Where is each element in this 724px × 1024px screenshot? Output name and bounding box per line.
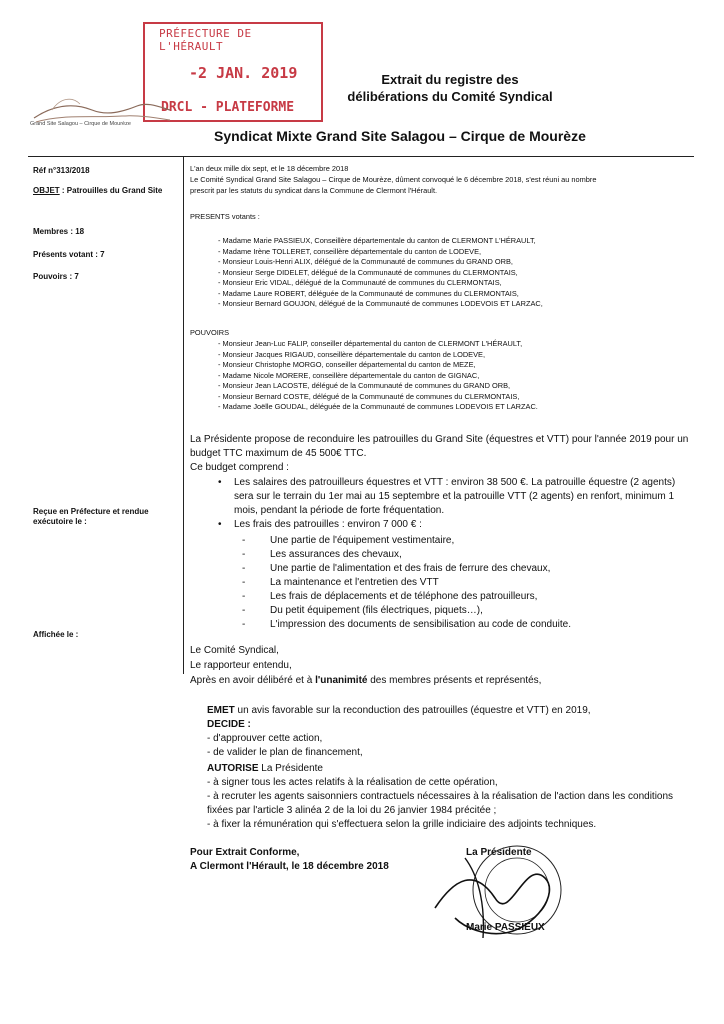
- reference-number: Réf n°313/2018: [33, 166, 90, 175]
- column-divider: [183, 156, 184, 674]
- title-line-1: Extrait du registre des: [381, 72, 519, 87]
- affichage-label: Affichée le :: [33, 630, 79, 639]
- list-item: - L'impression des documents de sensibilisation au code de conduite.: [242, 619, 571, 630]
- autorise-items: [207, 776, 691, 832]
- autorise-line: AUTORISE La Présidente: [207, 763, 323, 774]
- list-item: - Monsieur Christophe MORGO, conseiller départemental du canton de MEZE,: [218, 360, 476, 369]
- list-item: - Monsieur Jean LACOSTE, délégué de la Communauté de communes du GRAND ORB,: [218, 381, 511, 390]
- frais-bullet: • Les frais des patrouilles : environ 7 000 € :: [218, 519, 422, 530]
- header-rule: [28, 156, 694, 157]
- list-item: - Monsieur Serge DIDELET, délégué de la Communauté de communes du CLERMONTAIS,: [218, 267, 518, 277]
- stamp-date: -2 JAN. 2019: [189, 64, 298, 82]
- bullet-icon: •: [218, 519, 222, 530]
- list-item: - Madame Laure ROBERT, déléguée de la Communauté de communes du CLERMONTAIS,: [218, 288, 519, 298]
- list-item: - Une partie de l'équipement vestimentaire,: [242, 535, 455, 546]
- list-item: - Les frais de déplacements et de téléphone des patrouilleurs,: [242, 591, 538, 602]
- list-item: - Les assurances des chevaux,: [242, 549, 402, 560]
- stamp-plateforme-line: DRCL - PLATEFORME: [161, 100, 295, 115]
- list-item: - Monsieur Jacques RIGAUD, conseillère départementale du canton de LODEVE,: [218, 349, 486, 359]
- date-line: L'an deux mille dix sept, et le 18 décembre 2018: [190, 164, 349, 173]
- budget-intro: Ce budget comprend :: [190, 462, 289, 473]
- list-item: - Une partie de l'alimentation et des frais de ferrure des chevaux,: [242, 563, 551, 574]
- title-line-2: délibérations du Comité Syndical: [347, 89, 553, 104]
- salaries-bullet: • Les salaires des patrouilleurs équestres et VTT : environ 38 500 €. La patrouille équestre (2 agents) sera sur le terrain du 1er mai au 15 septembre et la patrouille VTT (2 agents) en renfort, minimum 1 mois, pendant la période de forte fréquentation.: [218, 477, 676, 516]
- list-item: - Monsieur Louis-Henri ALIX, délégué de la Communauté de communes du GRAND ORB,: [218, 257, 513, 266]
- intro-line-3: prescrit par les statuts du syndicat dans la Commune de Clermont l'Hérault.: [190, 186, 438, 195]
- objet-block: [33, 186, 178, 196]
- list-item: - Du petit équipement (fils électriques, piquets…),: [242, 605, 483, 616]
- list-item: - Madame Joëlle GOUDAL, déléguée de la Communauté de communes LODEVOIS ET LARZAC.: [218, 402, 538, 411]
- presents-list: [218, 236, 543, 310]
- pouvoirs-count: Pouvoirs : 7: [33, 272, 79, 281]
- logo-caption: Grand Site Salagou – Cirque de Mourèze: [30, 121, 131, 127]
- objet-value: : Patrouilles du Grand Site: [61, 186, 163, 195]
- decide-items: [207, 732, 363, 760]
- list-item: - de valider le plan de financement,: [207, 747, 363, 758]
- presidente-label: La Présidente: [466, 847, 532, 858]
- deliberation-line: Après en avoir délibéré et à l'unanimité des membres présents et représentés,: [190, 675, 542, 686]
- list-item: - Madame Marie PASSIEUX, Conseillère départementale du canton de CLERMONT L'HÉRAULT,: [218, 236, 536, 245]
- membres-count: Membres : 18: [33, 227, 85, 236]
- decide-heading: DECIDE :: [207, 719, 251, 730]
- list-item: - Monsieur Eric VIDAL, délégué de la Communauté de communes du CLERMONTAIS,: [218, 278, 502, 287]
- list-item: - d'approuver cette action,: [207, 733, 323, 744]
- list-item: - Monsieur Bernard COSTE, délégué de la Communauté de communes du CLERMONTAIS,: [218, 391, 520, 401]
- lieu-date: A Clermont l'Hérault, le 18 décembre 2018: [190, 861, 389, 872]
- comite-line: Le Comité Syndical,: [190, 645, 279, 656]
- signatory-name: Marie PASSIEUX: [466, 922, 545, 933]
- presents-title: PRESENTS votants :: [190, 212, 260, 221]
- syndicat-heading: Syndicat Mixte Grand Site Salagou – Cirque de Mourèze: [214, 128, 586, 144]
- list-item: - à fixer la rémunération qui s'effectuera selon la grille indiciaire des adjoints techniques.: [207, 819, 597, 830]
- intro-line-2: Le Comité Syndical Grand Site Salagou – Cirque de Mourèze, dûment convoqué le 6 décembre 2018, s'est réuni au nombre: [190, 175, 597, 184]
- list-item: - Madame Irène TOLLERET, conseillère départementale du canton de LODEVE,: [218, 246, 482, 256]
- stamp-prefecture-line: PRÉFECTURE DE L'HÉRAULT: [159, 27, 252, 53]
- proposal-paragraph: La Présidente propose de reconduire les patrouilles du Grand Site (équestres et VTT) pour l'année 2019 pour un budget TTC maximum de 45 500€ TTC.: [190, 434, 689, 459]
- bullet-icon: •: [218, 477, 222, 488]
- presents-votant-count: Présents votant : 7: [33, 250, 105, 259]
- reception-prefecture-label: Reçue en Préfecture et rendue exécutoire le :: [33, 507, 149, 526]
- document-title: [320, 71, 580, 105]
- list-item: - Monsieur Bernard GOUJON, délégué de la Communauté de communes LODEVOIS ET LARZAC,: [218, 299, 543, 308]
- frais-items: [242, 534, 690, 632]
- list-item: - à signer tous les actes relatifs à la réalisation de cette opération,: [207, 777, 498, 788]
- pouvoirs-list: [218, 339, 538, 413]
- list-item: - La maintenance et l'entretien des VTT: [242, 577, 439, 588]
- rapporteur-line: Le rapporteur entendu,: [190, 660, 292, 671]
- objet-label: OBJET: [33, 186, 60, 195]
- extrait-conforme: Pour Extrait Conforme,: [190, 847, 300, 858]
- list-item: - à recruter les agents saisonniers contractuels nécessaires à la réalisation de l'action dans les conditions fixées par l'article 3 alinéa 2 de la loi du 26 janvier 1984 précitée ;: [207, 791, 674, 816]
- list-item: - Madame Nicole MORERE, conseillère départementale du canton de GIGNAC,: [218, 370, 480, 380]
- list-item: - Monsieur Jean-Luc FALIP, conseiller départemental du canton de CLERMONT L'HÉRAULT,: [218, 339, 523, 348]
- pouvoirs-title: POUVOIRS: [190, 328, 230, 337]
- emet-line: EMET un avis favorable sur la reconduction des patrouilles (équestre et VTT) en 2019,: [207, 705, 591, 716]
